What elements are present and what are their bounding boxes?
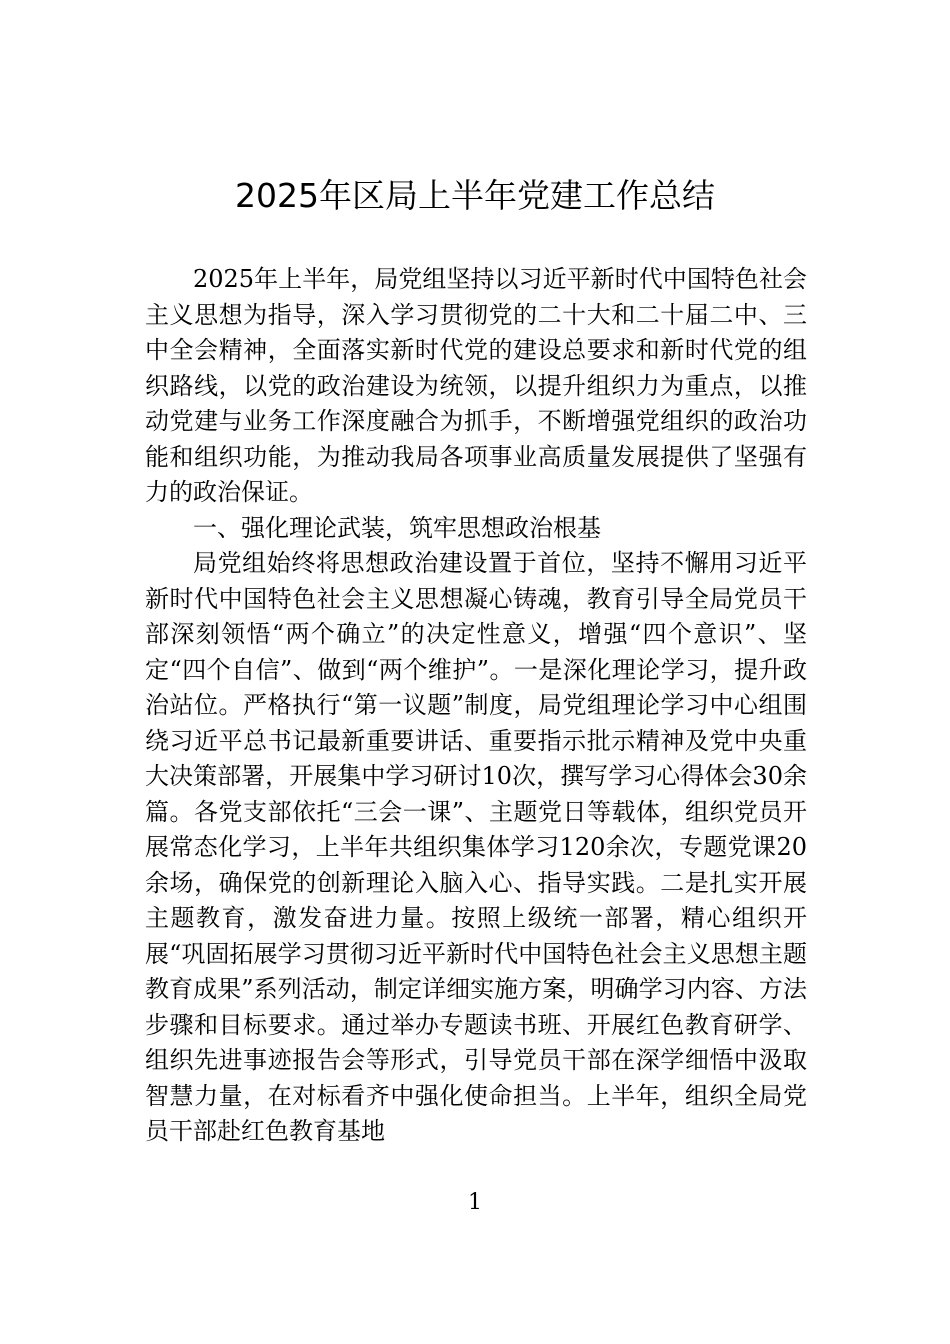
intro-paragraph: 2025年上半年，局党组坚持以习近平新时代中国特色社会主义思想为指导，深入学习贯彻党的二十大和二十届二中、三中全会精神，全面落实新时代党的建设总要求和新时代党的组织路线，以党的政治建设为统领，以提升组织力为重点，以推动党建与业务工作深度融合为抓手，不断增强党组织的政治功能和组织功能，为推动我局各项事业高质量发展提供了坚强有力的政治保证。 [145,265,807,506]
section-paragraph: 局党组始终将思想政治建设置于首位，坚持不懈用习近平新时代中国特色社会主义思想凝心铸魂，教育引导全局党员干部深刻领悟“两个确立”的决定性意义，增强“四个意识”、坚定“四个自信”、做到“两个维护”。一是深化理论学习，提升政治站位。严格执行“第一议题”制度，局党组理论学习中心组围绕习近平总书记最新重要讲话、重要指示批示精神及党中央重大决策部署，开展集中学习研讨10次，撰写学习心得体会30余篇。各党支部依托“三会一课”、主题党日等载体，组织党员开展常态化学习，上半年共组织集体学习120余次，专题党课20余场，确保党的创新理论入脑入心、指导实践。二是扎实开展主题教育，激发奋进力量。按照上级统一部署，精心组织开展“巩固拓展学习贯彻习近平新时代中国特色社会主义思想主题教育成果”系列活动，制定详细实施方案，明确学习内容、方法步骤和目标要求。通过举办专题读书班、开展红色教育研学、组织先进事迹报告会等形式，引导党员干部在深学细悟中汲取智慧力量，在对标看齐中强化使命担当。上半年，组织全局党员干部赴红色教育基地 [145,549,807,1145]
section-heading: 一、强化理论武装，筑牢思想政治根基 [193,513,601,542]
document-title: 2025年区局上半年党建工作总结 [235,176,715,215]
page-number: 1 [468,1190,482,1215]
document-body [145,262,807,1150]
